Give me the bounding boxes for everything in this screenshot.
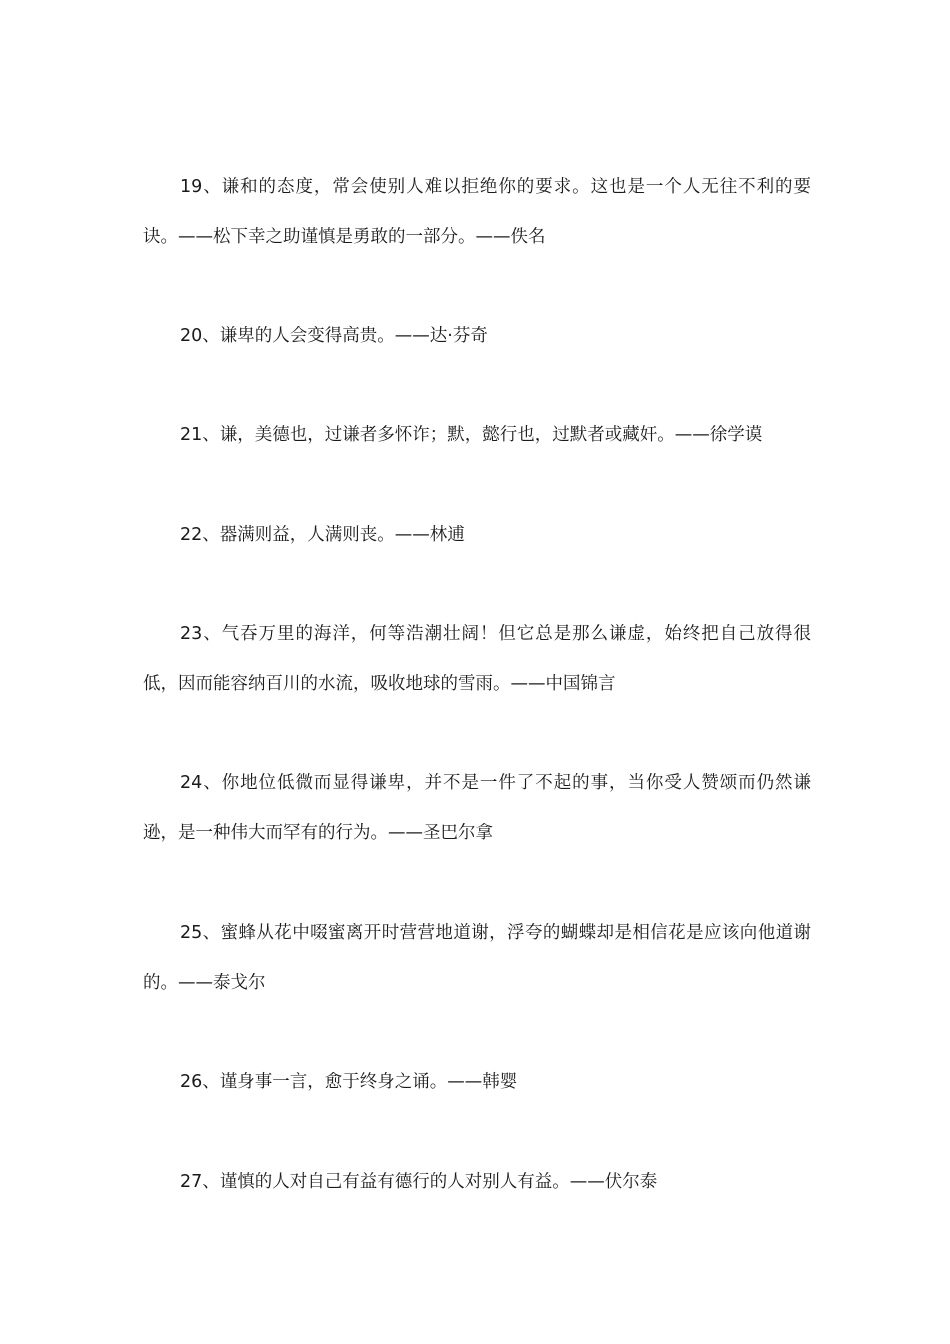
quote-26: 26、谨身事一言，愈于终身之诵。——韩婴	[180, 1072, 518, 1092]
quote-21: 21、谦，美德也，过谦者多怀诈；默，懿行也，过默者或藏奸。——徐学谟	[180, 425, 763, 445]
quote-24: 24、你地位低微而显得谦卑，并不是一件了不起的事，当你受人赞颂而仍然谦逊，是一种伟大而罕有的行为。——圣巴尔拿	[143, 773, 811, 843]
quote-27: 27、谨慎的人对自己有益有德行的人对别人有益。——伏尔泰	[180, 1172, 658, 1192]
quote-22: 22、器满则益，人满则丧。——林逋	[180, 525, 465, 545]
quote-20: 20、谦卑的人会变得高贵。——达·芬奇	[180, 326, 488, 346]
quote-19: 19、谦和的态度，常会使别人难以拒绝你的要求。这也是一个人无往不利的要诀。——松下幸之助谨慎是勇敢的一部分。——佚名	[143, 177, 811, 247]
quote-23: 23、气吞万里的海洋，何等浩潮壮阔！但它总是那么谦虚，始终把自己放得很低，因而能容纳百川的水流，吸收地球的雪雨。——中国锦言	[143, 624, 811, 694]
quote-25: 25、蜜蜂从花中啜蜜离开时营营地道谢，浮夸的蝴蝶却是相信花是应该向他道谢的。——泰戈尔	[143, 923, 811, 993]
